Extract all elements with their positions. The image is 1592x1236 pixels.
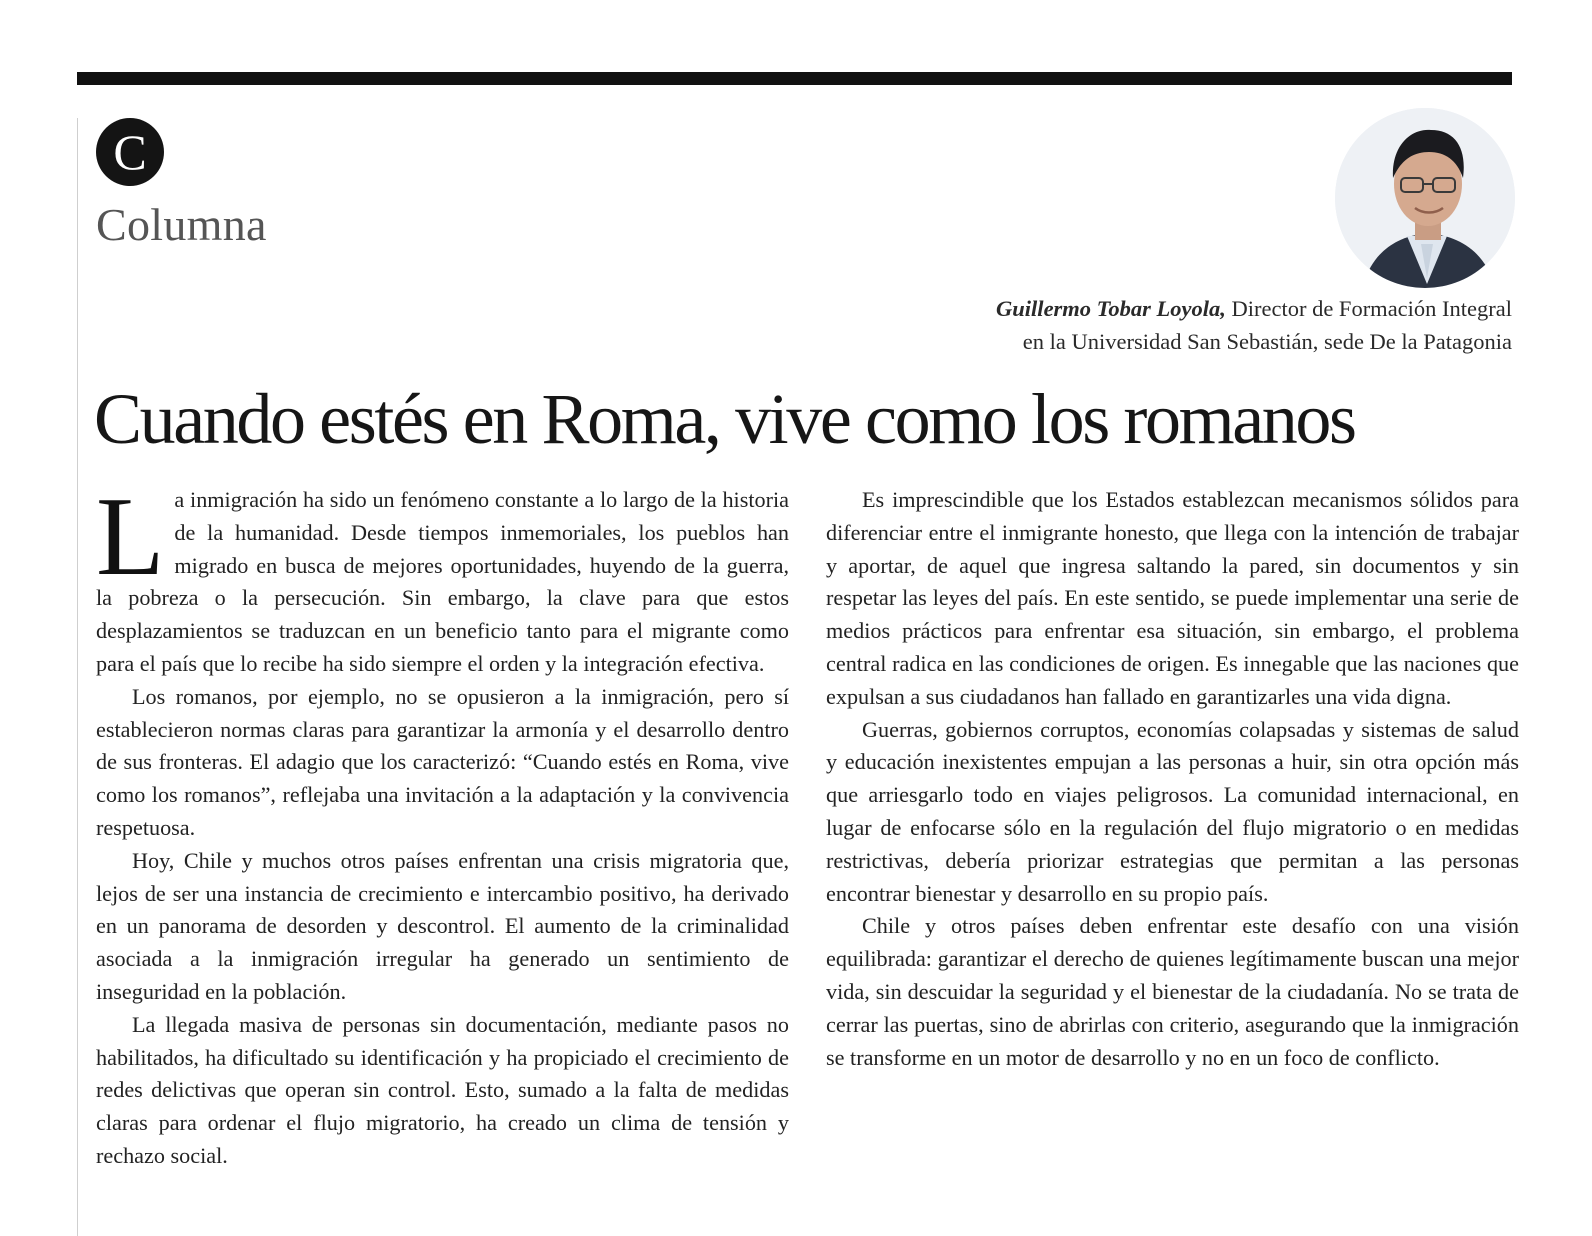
article-paragraph: Los romanos, por ejemplo, no se opusieron a la inmigración, pero sí establecieron normas claras para garantizar la armonía y el desarrollo dentro de sus fronteras. El adagio que los caracterizó: “Cuando estés en Roma, vive como los romanos”, reflejaba una invitación a la adaptación y la convivencia respetuosa. [96,683,789,840]
author-name: Guillermo Tobar Loyola, [996,296,1226,321]
author-role: Director de Formación Integral [1225,296,1512,321]
article-column-left [96,475,789,1173]
article-paragraph: Chile y otros países deben enfrentar este desafío con una visión equilibrada: garantizar el derecho de quienes legítimamente buscan una mejor vida, sin descuidar la seguridad y el bienestar de la ciudadanía. No se trata de cerrar las puertas, sino de abrirlas con criterio, asegurando que la inmigración se transforme en un motor de desarrollo y no en un foco de conflicto. [826,913,1519,1070]
byline-line-1 [996,292,1512,325]
section-label: Columna [96,199,267,250]
paragraph-text: a inmigración ha sido un fenómeno constante a lo largo de la historia de la humanidad. Desde tiempos inmemoriales, los pueblos han migrado en busca de mejores oportunidades, huyendo de la guerra, la pobreza o la persecución. Sin embargo, la clave para que estos desplazamientos se traduzcan en un beneficio tanto para el migrante como para el país que lo recibe ha sido siempre el orden y la integración efectiva. [96,487,789,676]
article-paragraph: Es imprescindible que los Estados establezcan mecanismos sólidos para diferenciar entre el inmigrante honesto, que llega con la intención de trabajar y aportar, de aquel que ingresa saltando la pared, sin documentos y sin respetar las leyes del país. En este sentido, se puede implementar una serie de medios prácticos para enfrentar esa situación, sin embargo, el problema central radica en las condiciones de origen. Es innegable que las naciones que expulsan a sus ciudadanos han fallado en garantizarles una vida digna. [826,487,1519,709]
headline: Cuando estés en Roma, vive como los romanos [94,379,1355,459]
top-rule [77,72,1512,85]
section-badge: C [96,118,164,186]
byline [996,292,1512,358]
article-paragraph: La llegada masiva de personas sin documentación, mediante pasos no habilitados, ha dificultado su identificación y ha propiciado el crecimiento de redes delictivas que operan sin control. Esto, sumado a la falta de medidas claras para ordenar el flujo migratorio, ha creado un clima de tensión y rechazo social. [96,1011,789,1168]
article-paragraph [96,475,789,681]
column-rule [77,118,78,1236]
drop-cap: L [96,475,165,599]
author-portrait-image [1335,108,1515,288]
byline-line-2: en la Universidad San Sebastián, sede De la Patagonia [1022,329,1512,354]
article-column-right [826,484,1519,1074]
article-paragraph: Hoy, Chile y muchos otros países enfrentan una crisis migratoria que, lejos de ser una instancia de crecimiento e intercambio positivo, ha derivado en un panorama de desorden y descontrol. El aumento de la criminalidad asociada a la inmigración irregular ha generado un sentimiento de inseguridad en la población. [96,847,789,1004]
author-photo [1335,108,1515,288]
article-paragraph: Guerras, gobiernos corruptos, economías colapsadas y sistemas de salud y educación inexistentes empujan a las personas a huir, sin otra opción más que arriesgarlo todo en viajes peligrosos. La comunidad internacional, en lugar de enfocarse sólo en la regulación del flujo migratorio o en medidas restrictivas, debería priorizar estrategias que permitan a las personas encontrar bienestar y desarrollo en su propio país. [826,716,1519,906]
